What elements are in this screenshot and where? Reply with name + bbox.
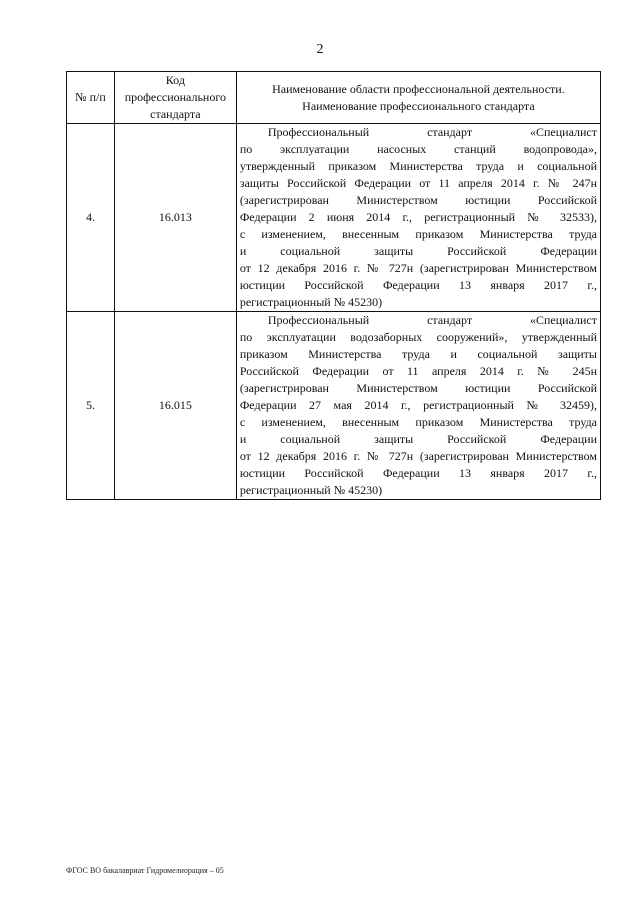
description-line: Российской Федерации от 11 апреля 2014 г. № 245н: [239, 364, 597, 378]
description-line: Профессиональный стандарт «Специалист: [267, 125, 597, 139]
description-line: по эксплуатации водозаборных сооружений», утвержденный: [239, 330, 597, 344]
description-line: (зарегистрирован Министерством юстиции Российской: [239, 381, 597, 395]
description-line: и социальной защиты Российской Федерации: [239, 432, 597, 446]
description-line: и социальной защиты Российской Федерации: [239, 244, 597, 258]
column-header-name-line2: Наименование профессионального стандарта: [302, 98, 535, 113]
standard-description: [236, 124, 600, 312]
document-footer: ФГОС ВО бакалавриат Гидромелиорация – 05: [66, 866, 224, 875]
description-line: приказом Министерства труда и социальной защиты: [239, 347, 597, 361]
column-header-name-line1: Наименование области профессиональной деятельности.: [272, 81, 565, 96]
table-header-row: [67, 72, 601, 124]
row-number: 4.: [67, 124, 115, 312]
column-header-name: [236, 72, 600, 124]
standard-code: 16.015: [114, 312, 236, 500]
description-line: Федерации 2 июня 2014 г., регистрационный № 32533),: [239, 210, 597, 224]
column-header-code: Код профессионального стандарта: [114, 72, 236, 124]
table-row: [67, 312, 601, 500]
description-line: утвержденный приказом Министерства труда и социальной: [239, 159, 597, 173]
description-line: защиты Российской Федерации от 11 апреля 2014 г. № 247н: [239, 176, 597, 190]
standard-description: [236, 312, 600, 500]
description-line: от 12 декабря 2016 г. № 727н (зарегистрирован Министерством: [239, 449, 597, 463]
description-line: (зарегистрирован Министерством юстиции Российской: [239, 193, 597, 207]
description-line: Федерации 27 мая 2014 г., регистрационный № 32459),: [239, 398, 597, 412]
description-line: с изменением, внесенным приказом Министерства труда: [239, 415, 597, 429]
professional-standards-table: [66, 71, 601, 500]
description-line: юстиции Российской Федерации 13 января 2017 г.,: [239, 278, 597, 292]
description-line: регистрационный № 45230): [239, 295, 383, 309]
description-line: от 12 декабря 2016 г. № 727н (зарегистрирован Министерством: [239, 261, 597, 275]
row-number: 5.: [67, 312, 115, 500]
description-line: с изменением, внесенным приказом Министерства труда: [239, 227, 597, 241]
description-line: Профессиональный стандарт «Специалист: [267, 313, 597, 327]
description-line: по эксплуатации насосных станций водопровода»,: [239, 142, 597, 156]
standard-code: 16.013: [114, 124, 236, 312]
table-row: [67, 124, 601, 312]
column-header-number: № п/п: [67, 72, 115, 124]
description-line: юстиции Российской Федерации 13 января 2017 г.,: [239, 466, 597, 480]
description-line: регистрационный № 45230): [239, 483, 383, 497]
page-number: 2: [316, 42, 324, 57]
